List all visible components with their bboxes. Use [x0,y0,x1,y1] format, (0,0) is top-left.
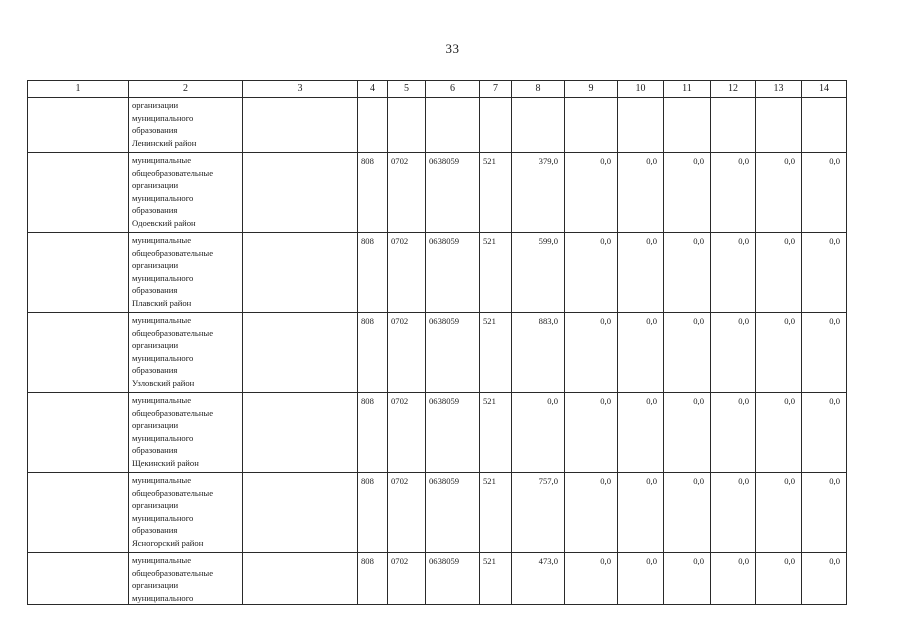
empty-cell [28,553,129,605]
section-code-cell: 0702 [388,393,426,473]
recipient-name-cell: муниципальные общеобразовательные организации муниципального образования Узловский район [129,313,243,393]
empty-cell [243,153,358,233]
amount-cell: 0,0 [756,393,802,473]
target-article-cell: 0638059 [426,553,480,605]
table-row [28,313,847,393]
column-header: 9 [565,81,618,98]
empty-cell [243,393,358,473]
amount-cell [618,98,664,153]
amount-cell: 0,0 [664,313,711,393]
column-header: 1 [28,81,129,98]
recipient-name-cell: муниципальные общеобразовательные организации муниципального образования Плавский район [129,233,243,313]
ministry-code-cell: 808 [358,473,388,553]
amount-cell: 0,0 [756,553,802,605]
expense-type-cell: 521 [480,153,512,233]
amount-cell: 0,0 [756,473,802,553]
amount-cell: 0,0 [664,393,711,473]
column-header: 14 [802,81,847,98]
amount-cell [565,98,618,153]
target-article-cell: 0638059 [426,393,480,473]
target-article-cell: 0638059 [426,473,480,553]
amount-cell: 0,0 [618,553,664,605]
column-header: 5 [388,81,426,98]
expense-type-cell: 521 [480,553,512,605]
table-row [28,473,847,553]
amount-cell: 0,0 [711,153,756,233]
empty-cell [28,393,129,473]
empty-cell [28,153,129,233]
empty-cell [243,233,358,313]
section-code-cell: 0702 [388,553,426,605]
amount-cell: 0,0 [711,233,756,313]
column-header: 7 [480,81,512,98]
column-header: 10 [618,81,664,98]
section-code-cell: 0702 [388,233,426,313]
recipient-name-cell: организации муниципального образования Ленинский район [129,98,243,153]
amount-cell: 883,0 [512,313,565,393]
column-header: 13 [756,81,802,98]
amount-cell [756,98,802,153]
column-header: 11 [664,81,711,98]
header-row [28,81,847,98]
page-number: 33 [445,41,460,56]
ministry-code-cell: 808 [358,233,388,313]
amount-cell: 0,0 [565,233,618,313]
amount-cell [711,98,756,153]
column-header: 12 [711,81,756,98]
amount-cell: 0,0 [565,153,618,233]
amount-cell: 0,0 [756,233,802,313]
amount-cell: 0,0 [802,233,847,313]
ministry-code-cell [358,98,388,153]
section-code-cell: 0702 [388,473,426,553]
amount-cell: 0,0 [565,553,618,605]
amount-cell: 0,0 [711,393,756,473]
empty-cell [28,233,129,313]
section-code-cell [388,98,426,153]
amount-cell: 0,0 [664,233,711,313]
empty-cell [243,98,358,153]
empty-cell [28,98,129,153]
amount-cell: 0,0 [565,393,618,473]
column-header: 6 [426,81,480,98]
column-header: 3 [243,81,358,98]
amount-cell: 0,0 [711,473,756,553]
amount-cell: 0,0 [756,153,802,233]
amount-cell: 0,0 [802,553,847,605]
amount-cell: 0,0 [802,313,847,393]
expense-type-cell: 521 [480,473,512,553]
column-header: 2 [129,81,243,98]
expense-type-cell: 521 [480,233,512,313]
amount-cell: 0,0 [802,153,847,233]
empty-cell [243,553,358,605]
recipient-name-cell: муниципальные общеобразовательные организации муниципального образования Щекинский район [129,393,243,473]
amount-cell: 0,0 [565,313,618,393]
amount-cell: 0,0 [618,313,664,393]
table-row [28,553,847,605]
empty-cell [243,473,358,553]
target-article-cell: 0638059 [426,153,480,233]
amount-cell: 0,0 [802,393,847,473]
amount-cell: 0,0 [711,313,756,393]
amount-cell: 0,0 [565,473,618,553]
target-article-cell: 0638059 [426,313,480,393]
amount-cell: 379,0 [512,153,565,233]
column-header: 8 [512,81,565,98]
table-row [28,393,847,473]
recipient-name-cell: муниципальные общеобразовательные организации муниципального образования Одоевский район [129,153,243,233]
amount-cell: 757,0 [512,473,565,553]
amount-cell: 0,0 [664,553,711,605]
target-article-cell [426,98,480,153]
amount-cell [664,98,711,153]
empty-cell [28,473,129,553]
ministry-code-cell: 808 [358,313,388,393]
amount-cell: 0,0 [618,153,664,233]
amount-cell: 599,0 [512,233,565,313]
ministry-code-cell: 808 [358,553,388,605]
recipient-name-cell: муниципальные общеобразовательные организации муниципального [129,553,243,605]
expense-type-cell [480,98,512,153]
expense-type-cell: 521 [480,313,512,393]
amount-cell [802,98,847,153]
section-code-cell: 0702 [388,153,426,233]
empty-cell [28,313,129,393]
table-row [28,153,847,233]
section-code-cell: 0702 [388,313,426,393]
amount-cell: 0,0 [512,393,565,473]
amount-cell: 0,0 [802,473,847,553]
amount-cell: 0,0 [618,233,664,313]
amount-cell: 0,0 [618,393,664,473]
column-header: 4 [358,81,388,98]
ministry-code-cell: 808 [358,153,388,233]
amount-cell: 473,0 [512,553,565,605]
amount-cell: 0,0 [664,473,711,553]
recipient-name-cell: муниципальные общеобразовательные организации муниципального образования Ясногорский район [129,473,243,553]
amount-cell: 0,0 [756,313,802,393]
amount-cell: 0,0 [664,153,711,233]
amount-cell [512,98,565,153]
empty-cell [243,313,358,393]
budget-table [27,80,847,605]
ministry-code-cell: 808 [358,393,388,473]
table-row [28,233,847,313]
target-article-cell: 0638059 [426,233,480,313]
amount-cell: 0,0 [618,473,664,553]
amount-cell: 0,0 [711,553,756,605]
table-row [28,98,847,153]
expense-type-cell: 521 [480,393,512,473]
